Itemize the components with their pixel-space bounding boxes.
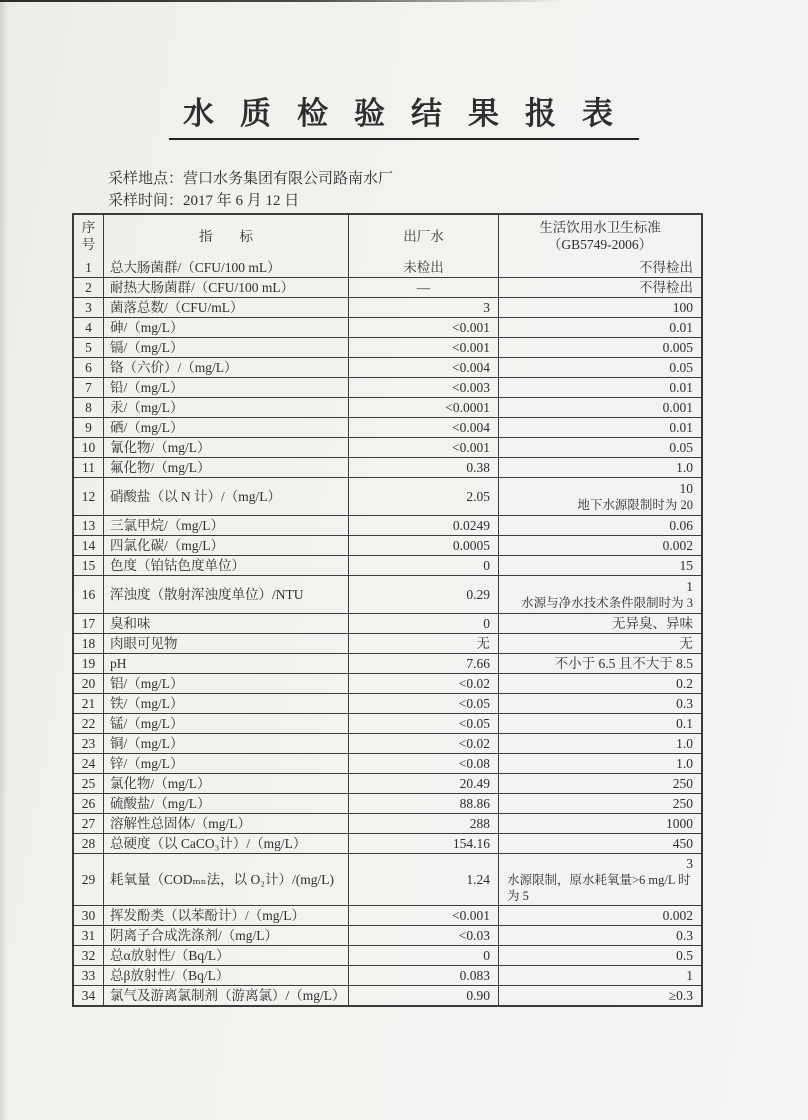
col-header-indicator: 指 标 (103, 215, 348, 257)
row-factory-value: 7.66 (348, 654, 498, 673)
row-standard-cell (498, 614, 701, 633)
row-indicator: 镉/（mg/L） (103, 338, 348, 357)
row-standard-cell (498, 654, 701, 673)
row-factory-value: 20.49 (348, 774, 498, 793)
row-standard-cell (498, 338, 701, 357)
row-standard-main: 无异臭、异味 (612, 616, 693, 631)
row-standard-cell (498, 814, 701, 833)
row-standard-cell (498, 986, 701, 1005)
table-header-row (74, 215, 701, 257)
row-number: 1 (85, 259, 92, 275)
row-number: 7 (85, 380, 92, 395)
row-factory-value: <0.02 (348, 674, 498, 693)
row-standard-main: 100 (672, 300, 693, 315)
sample-meta (108, 168, 393, 212)
table-row (74, 575, 701, 613)
row-indicator: 铅/（mg/L） (103, 378, 348, 397)
table-row (74, 733, 701, 753)
row-standard-main: 0.05 (669, 440, 693, 455)
row-standard-cell (498, 398, 701, 417)
row-indicator: 氰化物/（mg/L） (103, 438, 348, 457)
row-standard-cell (498, 834, 701, 853)
row-standard-main: 250 (672, 776, 693, 791)
row-indicator: 汞/（mg/L） (103, 398, 348, 417)
row-indicator: 总硬度（以 CaCO₃计）/（mg/L） (103, 834, 348, 853)
col-header-standard-line1: 生活饮用水卫生标准 (539, 220, 661, 235)
row-indicator: 锌/（mg/L） (103, 754, 348, 773)
table-row (74, 945, 701, 965)
row-number: 12 (81, 489, 96, 504)
table-row (74, 337, 701, 357)
row-number: 13 (81, 518, 96, 533)
row-indicator: 硒/（mg/L） (103, 418, 348, 437)
table-row (74, 515, 701, 535)
row-standard-cell (498, 754, 701, 773)
row-factory-value: 2.05 (348, 478, 498, 515)
row-standard-main: 0.3 (676, 696, 693, 711)
row-number: 20 (81, 676, 96, 691)
row-standard-cell (498, 734, 701, 753)
row-standard-note: 水源与净水技术条件限制时为 3 (521, 596, 693, 610)
row-standard-main: 不得检出 (639, 280, 693, 295)
row-indicator: 总β放射性/（Bq/L） (103, 966, 348, 985)
row-number: 32 (81, 948, 96, 963)
row-standard-main: 0.01 (669, 420, 693, 435)
row-standard-cell (498, 536, 701, 555)
row-factory-value: <0.05 (348, 694, 498, 713)
table-row (74, 277, 701, 297)
row-indicator: 阴离子合成洗涤剂/（mg/L） (103, 926, 348, 945)
scan-artifact-top-edge (0, 0, 566, 2)
row-standard-main: 0.002 (662, 538, 693, 553)
row-standard-main: 1000 (666, 816, 693, 831)
row-indicator: 铬（六价）/（mg/L） (103, 358, 348, 377)
row-indicator: 色度（铂钴色度单位） (103, 556, 348, 575)
row-factory-value: <0.02 (348, 734, 498, 753)
row-standard-main: 0.001 (662, 400, 693, 415)
table-row (74, 357, 701, 377)
row-standard-cell (498, 418, 701, 437)
row-factory-value: <0.0001 (348, 398, 498, 417)
table-row (74, 925, 701, 945)
row-number: 31 (81, 928, 96, 943)
row-standard-main: 1.0 (676, 756, 693, 771)
row-standard-main: 3 (686, 856, 693, 871)
row-indicator: 三氯甲烷/（mg/L） (103, 516, 348, 535)
col-header-factory-water: 出厂水 (348, 215, 498, 257)
row-standard-cell (498, 358, 701, 377)
table-row (74, 417, 701, 437)
row-standard-cell (498, 674, 701, 693)
row-number: 5 (85, 340, 92, 355)
row-factory-value: <0.004 (348, 358, 498, 377)
row-number: 2 (85, 280, 92, 295)
row-standard-main: 0.002 (662, 908, 693, 923)
table-row (74, 535, 701, 555)
row-factory-value: <0.08 (348, 754, 498, 773)
row-number: 28 (81, 836, 96, 851)
table-row (74, 693, 701, 713)
row-standard-cell (498, 966, 701, 985)
table-row (74, 673, 701, 693)
row-factory-value: 1.24 (348, 854, 498, 905)
row-factory-value: 0.083 (348, 966, 498, 985)
table-row (74, 965, 701, 985)
row-factory-value: 88.86 (348, 794, 498, 813)
row-factory-value: <0.001 (348, 338, 498, 357)
row-indicator: 溶解性总固体/（mg/L） (103, 814, 348, 833)
table-body (74, 257, 701, 1005)
table-row (74, 633, 701, 653)
row-factory-value: 无 (348, 634, 498, 653)
table-row (74, 317, 701, 337)
row-factory-value: <0.03 (348, 926, 498, 945)
row-indicator: 总α放射性/（Bq/L） (103, 946, 348, 965)
table-row (74, 713, 701, 733)
row-indicator: 氟化物/（mg/L） (103, 458, 348, 477)
table-row (74, 905, 701, 925)
row-standard-main: 0.3 (676, 928, 693, 943)
row-standard-cell (498, 774, 701, 793)
col-header-standard-line2: （GB5749-2006） (547, 237, 653, 252)
row-standard-cell (498, 714, 701, 733)
row-standard-main: 0.01 (669, 320, 693, 335)
scan-artifact-left-shadow (0, 0, 8, 1120)
row-indicator: 铁/（mg/L） (103, 694, 348, 713)
row-standard-main: 0.5 (676, 948, 693, 963)
row-number: 9 (85, 420, 92, 435)
row-factory-value: 0 (348, 614, 498, 633)
row-indicator: 铝/（mg/L） (103, 674, 348, 693)
row-number: 6 (85, 360, 92, 375)
row-standard-main: 0.005 (662, 340, 693, 355)
row-factory-value: <0.003 (348, 378, 498, 397)
row-standard-cell (498, 257, 701, 277)
table-row (74, 297, 701, 317)
row-number: 3 (85, 300, 92, 315)
row-number: 19 (81, 656, 96, 671)
table-row (74, 613, 701, 633)
row-factory-value: <0.001 (348, 438, 498, 457)
table-row (74, 773, 701, 793)
table-row (74, 753, 701, 773)
row-number: 29 (81, 872, 96, 887)
row-indicator: 四氯化碳/（mg/L） (103, 536, 348, 555)
col-header-number: 序号 (81, 220, 96, 252)
row-factory-value: 3 (348, 298, 498, 317)
report-title-wrap (0, 88, 808, 140)
table-row (74, 813, 701, 833)
row-factory-value: <0.001 (348, 318, 498, 337)
row-standard-cell (498, 694, 701, 713)
row-standard-cell (498, 458, 701, 477)
row-factory-value: 0.90 (348, 986, 498, 1005)
row-standard-note: 水源限制，原水耗氧量>6 mg/L 时为 5 (507, 873, 691, 903)
row-number: 10 (81, 440, 96, 455)
row-standard-main: 0.06 (669, 518, 693, 533)
row-indicator: 肉眼可见物 (103, 634, 348, 653)
table-row (74, 457, 701, 477)
row-indicator: 氯化物/（mg/L） (103, 774, 348, 793)
row-factory-value: 0.38 (348, 458, 498, 477)
row-standard-cell (498, 318, 701, 337)
row-factory-value: <0.05 (348, 714, 498, 733)
row-standard-cell (498, 478, 701, 515)
row-standard-cell (498, 378, 701, 397)
row-standard-cell (498, 634, 701, 653)
sample-site-line: 采样地点：营口水务集团有限公司路南水厂 (108, 171, 394, 187)
row-indicator: 硫酸盐/（mg/L） (103, 794, 348, 813)
row-standard-cell (498, 516, 701, 535)
row-standard-main: 0.01 (669, 380, 693, 395)
table-row (74, 653, 701, 673)
row-standard-main: 1.0 (676, 736, 693, 751)
row-number: 17 (81, 616, 96, 631)
row-indicator: 总大肠菌群/（CFU/100 mL） (103, 257, 348, 277)
row-indicator: 砷/（mg/L） (103, 318, 348, 337)
row-number: 24 (81, 756, 96, 771)
row-standard-cell (498, 576, 701, 613)
row-number: 33 (81, 968, 96, 983)
result-table (72, 213, 703, 1007)
row-standard-main: ≥0.3 (668, 988, 693, 1003)
table-row (74, 397, 701, 417)
table-row (74, 437, 701, 457)
row-indicator: 硝酸盐（以 N 计）/（mg/L） (103, 478, 348, 515)
row-standard-main: 不小于 6.5 且不大于 8.5 (554, 656, 693, 671)
row-indicator: 菌落总数/（CFU/mL） (103, 298, 348, 317)
table-row (74, 853, 701, 905)
table-row (74, 985, 701, 1005)
table-row (74, 833, 701, 853)
row-number: 22 (81, 716, 96, 731)
table-row (74, 477, 701, 515)
row-number: 30 (81, 908, 96, 923)
row-standard-cell (498, 854, 701, 905)
row-number: 16 (81, 587, 96, 602)
row-standard-main: 0.1 (676, 716, 693, 731)
row-factory-value: 0.0005 (348, 536, 498, 555)
row-number: 11 (82, 460, 95, 475)
row-standard-cell (498, 278, 701, 297)
table-row (74, 793, 701, 813)
row-number: 15 (81, 558, 96, 573)
row-factory-value: — (348, 278, 498, 297)
table-row (74, 555, 701, 575)
row-standard-cell (498, 556, 701, 575)
row-number: 27 (81, 816, 96, 831)
row-standard-cell (498, 926, 701, 945)
row-number: 34 (81, 988, 96, 1003)
row-factory-value: 288 (348, 814, 498, 833)
row-number: 4 (85, 320, 92, 335)
row-standard-main: 1.0 (676, 460, 693, 475)
row-factory-value: <0.001 (348, 906, 498, 925)
row-number: 25 (81, 776, 96, 791)
row-standard-cell (498, 794, 701, 813)
row-standard-main: 1 (686, 968, 693, 983)
row-indicator: 耗氧量（CODₘₙ法，以 O₂计）/(mg/L) (103, 854, 348, 905)
row-standard-main: 0.05 (669, 360, 693, 375)
row-standard-main: 0.2 (676, 676, 693, 691)
row-indicator: 氯气及游离氯制剂（游离氯）/（mg/L） (103, 986, 348, 1005)
sample-time-line: 采样时间：2017 年 6 月 12 日 (108, 193, 300, 209)
row-standard-cell (498, 298, 701, 317)
row-standard-main: 1 (686, 579, 693, 594)
row-indicator: 锰/（mg/L） (103, 714, 348, 733)
row-number: 21 (81, 696, 96, 711)
row-standard-main: 15 (679, 558, 693, 573)
row-factory-value: 0 (348, 946, 498, 965)
row-standard-main: 250 (672, 796, 693, 811)
row-indicator: 铜/（mg/L） (103, 734, 348, 753)
row-number: 14 (81, 538, 96, 553)
row-number: 26 (81, 796, 96, 811)
row-factory-value: 0.0249 (348, 516, 498, 535)
row-standard-note: 地下水源限制时为 20 (577, 498, 693, 512)
row-factory-value: 未检出 (348, 257, 498, 277)
row-indicator: 浑浊度（散射浑浊度单位）/NTU (103, 576, 348, 613)
row-standard-main: 不得检出 (639, 259, 693, 275)
row-standard-cell (498, 906, 701, 925)
row-indicator: pH (103, 654, 348, 673)
row-indicator: 臭和味 (103, 614, 348, 633)
row-number: 18 (81, 636, 96, 651)
row-standard-cell (498, 438, 701, 457)
row-standard-cell (498, 946, 701, 965)
row-standard-main: 无 (679, 636, 693, 651)
row-number: 23 (81, 736, 96, 751)
table-row (74, 257, 701, 277)
row-factory-value: 154.16 (348, 834, 498, 853)
row-standard-main: 450 (672, 836, 693, 851)
row-factory-value: 0 (348, 556, 498, 575)
row-indicator: 耐热大肠菌群/（CFU/100 mL） (103, 278, 348, 297)
row-indicator: 挥发酚类（以苯酚计）/（mg/L） (103, 906, 348, 925)
col-header-standard (498, 215, 701, 257)
row-factory-value: <0.004 (348, 418, 498, 437)
row-factory-value: 0.29 (348, 576, 498, 613)
row-standard-main: 10 (679, 481, 693, 496)
row-number: 8 (85, 400, 92, 415)
page-title: 水质检验结果报表 (169, 88, 639, 140)
table-row (74, 377, 701, 397)
